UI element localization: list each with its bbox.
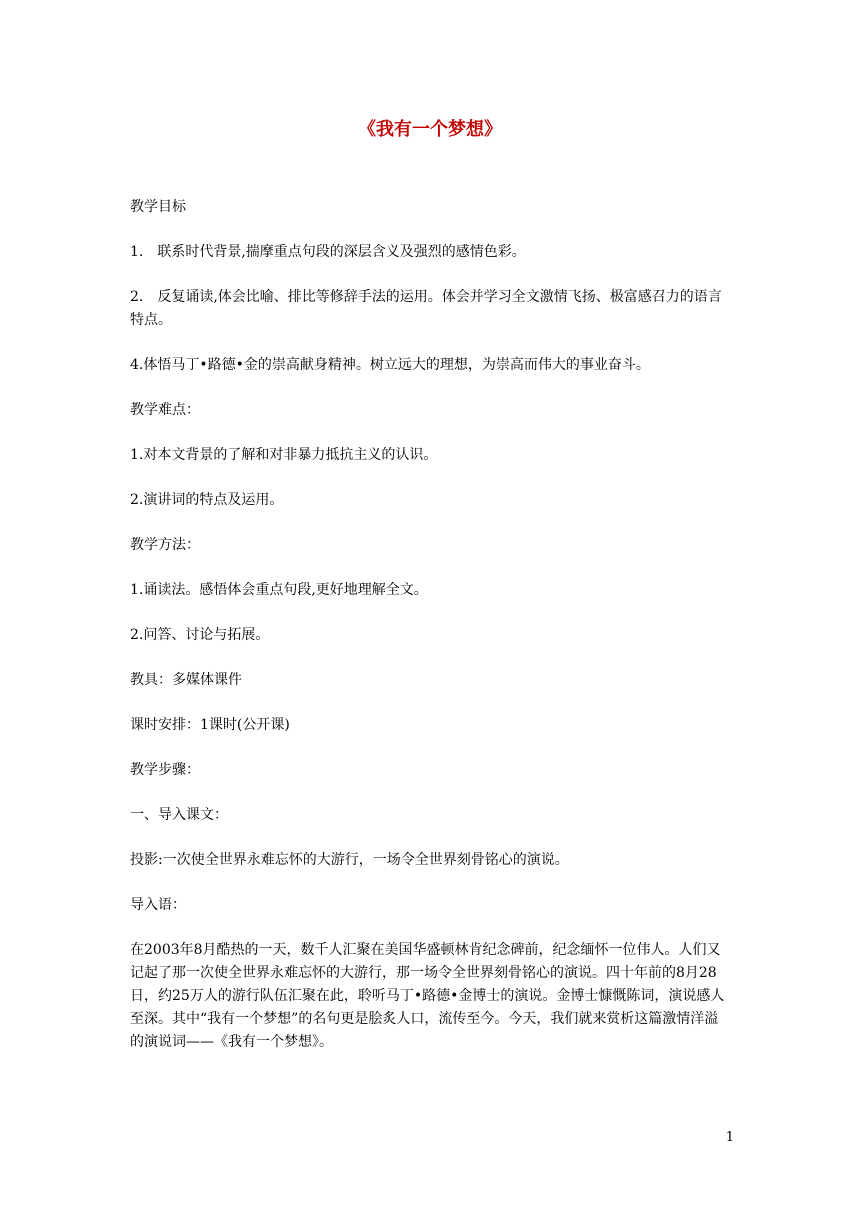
method-item-1: 1.诵读法。感悟体会重点句段,更好地理解全文。 (130, 582, 428, 598)
page-number: 1 (725, 1130, 734, 1145)
teaching-tools: 教具：多媒体课件 (130, 672, 242, 688)
introduction-label: 导入语： (130, 897, 186, 913)
difficulty-item-2: 2.演讲词的特点及运用。 (130, 492, 284, 508)
class-schedule: 课时安排：1课时(公开课) (130, 717, 290, 733)
section-heading-difficulties: 教学难点： (130, 402, 200, 418)
projection-text: 投影:一次使全世界永难忘怀的大游行，一场令全世界刻骨铭心的演说。 (130, 852, 569, 868)
objective-item-4: 4.体悟马丁•路德•金的崇高献身精神。树立远大的理想，为崇高而伟大的事业奋斗。 (130, 357, 650, 373)
objective-item-2: 2. 反复诵读,体会比喻、排比等修辞手法的运用。体会并学习全文激情飞扬、极富感召力的语言特点。 (130, 289, 722, 328)
objective-item-1: 1. 联系时代背景,揣摩重点句段的深层含义及强烈的感情色彩。 (130, 244, 526, 260)
difficulty-item-1: 1.对本文背景的了解和对非暴力抵抗主义的认识。 (130, 447, 438, 463)
introduction-paragraph: 在2003年8月酷热的一天，数千人汇聚在美国华盛顿林肯纪念碑前，纪念缅怀一位伟人。人们又记起了那一次使全世界永难忘怀的大游行，那一场令全世界刻骨铭心的演说。四十年前的8月28日，约25万人的游行队伍汇聚在此，聆听马丁•路德•金博士的演说。金博士慷慨陈词，演说感人至深。其中“我有一个梦想”的名句更是脍炙人口，流传至今。今天，我们就来赏析这篇激情洋溢的演说词——《我有一个梦想》。 (130, 942, 725, 1050)
method-item-2: 2.问答、讨论与拓展。 (130, 627, 270, 643)
step-heading-introduction: 一、导入课文： (130, 807, 228, 823)
section-heading-methods: 教学方法： (130, 537, 200, 553)
document-body (130, 196, 730, 1076)
section-heading-objectives: 教学目标 (130, 199, 186, 215)
section-heading-steps: 教学步骤： (130, 762, 200, 778)
document-title: 《我有一个梦想》 (358, 119, 502, 140)
